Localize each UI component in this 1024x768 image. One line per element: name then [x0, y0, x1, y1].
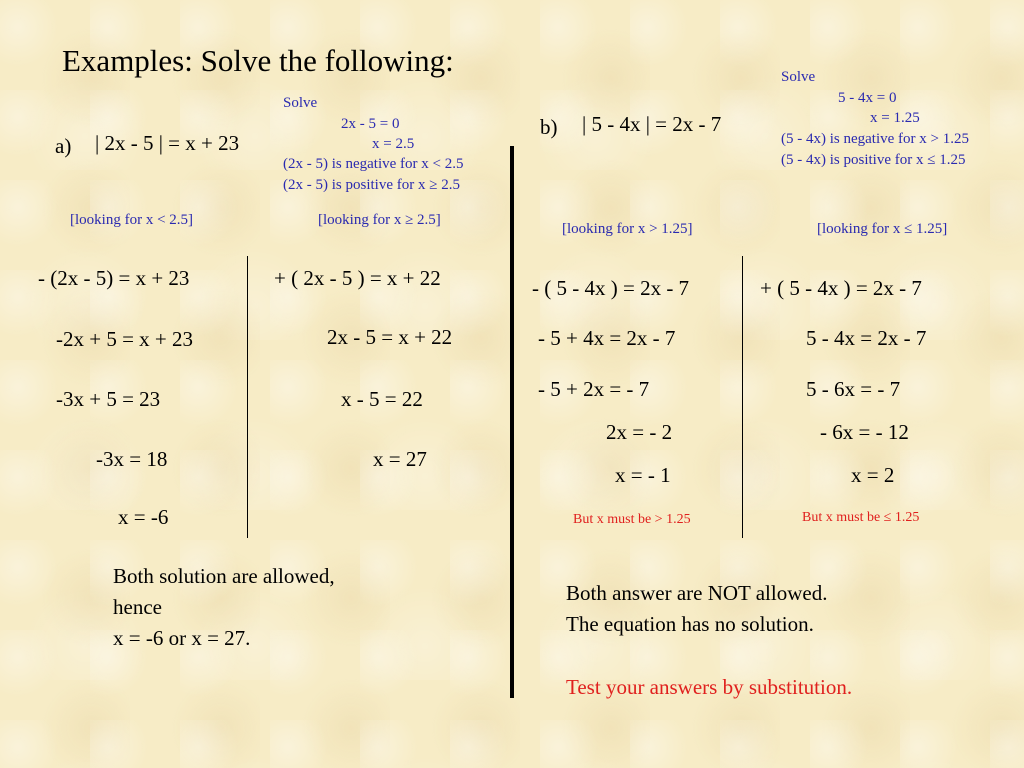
part-b-left-warning: But x must be > 1.25	[573, 512, 691, 527]
step-line: + ( 5 - 4x ) = 2x - 7	[760, 276, 922, 300]
step-line: - (2x - 5) = x + 23	[38, 266, 190, 290]
step-line: 5 - 6x = - 7	[806, 377, 901, 401]
solve-eq1: 5 - 4x = 0	[838, 90, 897, 106]
step-line: - 5 + 2x = - 7	[538, 377, 650, 401]
section-divider	[510, 146, 514, 698]
part-b-right-hint: [looking for x ≤ 1.25]	[817, 221, 948, 237]
solve-eq2: x = 1.25	[870, 110, 920, 126]
part-a-column-divider	[247, 256, 248, 538]
part-a-label: a)	[55, 134, 72, 158]
part-b-label: b)	[540, 115, 558, 139]
step-line: 2x - 5 = x + 22	[327, 325, 453, 349]
step-line: x = -6	[118, 505, 169, 529]
positive-range: (2x - 5) is positive for x ≥ 2.5	[283, 177, 460, 193]
solve-eq1: 2x - 5 = 0	[341, 116, 400, 132]
part-b-problem: | 5 - 4x | = 2x - 7	[582, 112, 722, 136]
part-b-left-hint: [looking for x > 1.25]	[562, 221, 693, 237]
step-line: x = 2	[851, 463, 895, 487]
step-line: -3x = 18	[96, 447, 168, 471]
solve-heading: Solve	[781, 69, 816, 85]
part-a-right-hint: [looking for x ≥ 2.5]	[318, 212, 441, 228]
positive-range: (5 - 4x) is positive for x ≤ 1.25	[781, 152, 966, 168]
step-line: - ( 5 - 4x ) = 2x - 7	[532, 276, 690, 300]
part-b-column-divider	[742, 256, 743, 538]
solve-heading: Solve	[283, 95, 318, 111]
conclusion-line: Both answer are NOT allowed.	[566, 581, 828, 605]
solve-eq2: x = 2.5	[372, 136, 415, 152]
step-line: + ( 2x - 5 ) = x + 22	[274, 266, 441, 290]
step-line: x = - 1	[615, 463, 671, 487]
step-line: 5 - 4x = 2x - 7	[806, 326, 927, 350]
step-line: - 5 + 4x = 2x - 7	[538, 326, 676, 350]
part-a-problem: | 2x - 5 | = x + 23	[95, 131, 240, 155]
conclusion-line: x = -6 or x = 27.	[113, 626, 251, 650]
conclusion-line: hence	[113, 595, 162, 619]
conclusion-line: Both solution are allowed,	[113, 564, 335, 588]
step-line: -2x + 5 = x + 23	[56, 327, 194, 351]
step-line: -3x + 5 = 23	[56, 387, 161, 411]
part-b-right-warning: But x must be ≤ 1.25	[802, 510, 920, 525]
step-line: x - 5 = 22	[341, 387, 423, 411]
substitution-tip: Test your answers by substitution.	[566, 675, 853, 699]
negative-range: (2x - 5) is negative for x < 2.5	[283, 156, 464, 172]
step-line: x = 27	[373, 447, 427, 471]
page-title: Examples: Solve the following:	[62, 43, 454, 78]
conclusion-line: The equation has no solution.	[566, 612, 814, 636]
step-line: - 6x = - 12	[820, 420, 909, 444]
step-line: 2x = - 2	[606, 420, 673, 444]
negative-range: (5 - 4x) is negative for x > 1.25	[781, 131, 969, 147]
part-a-left-hint: [looking for x < 2.5]	[70, 212, 194, 228]
